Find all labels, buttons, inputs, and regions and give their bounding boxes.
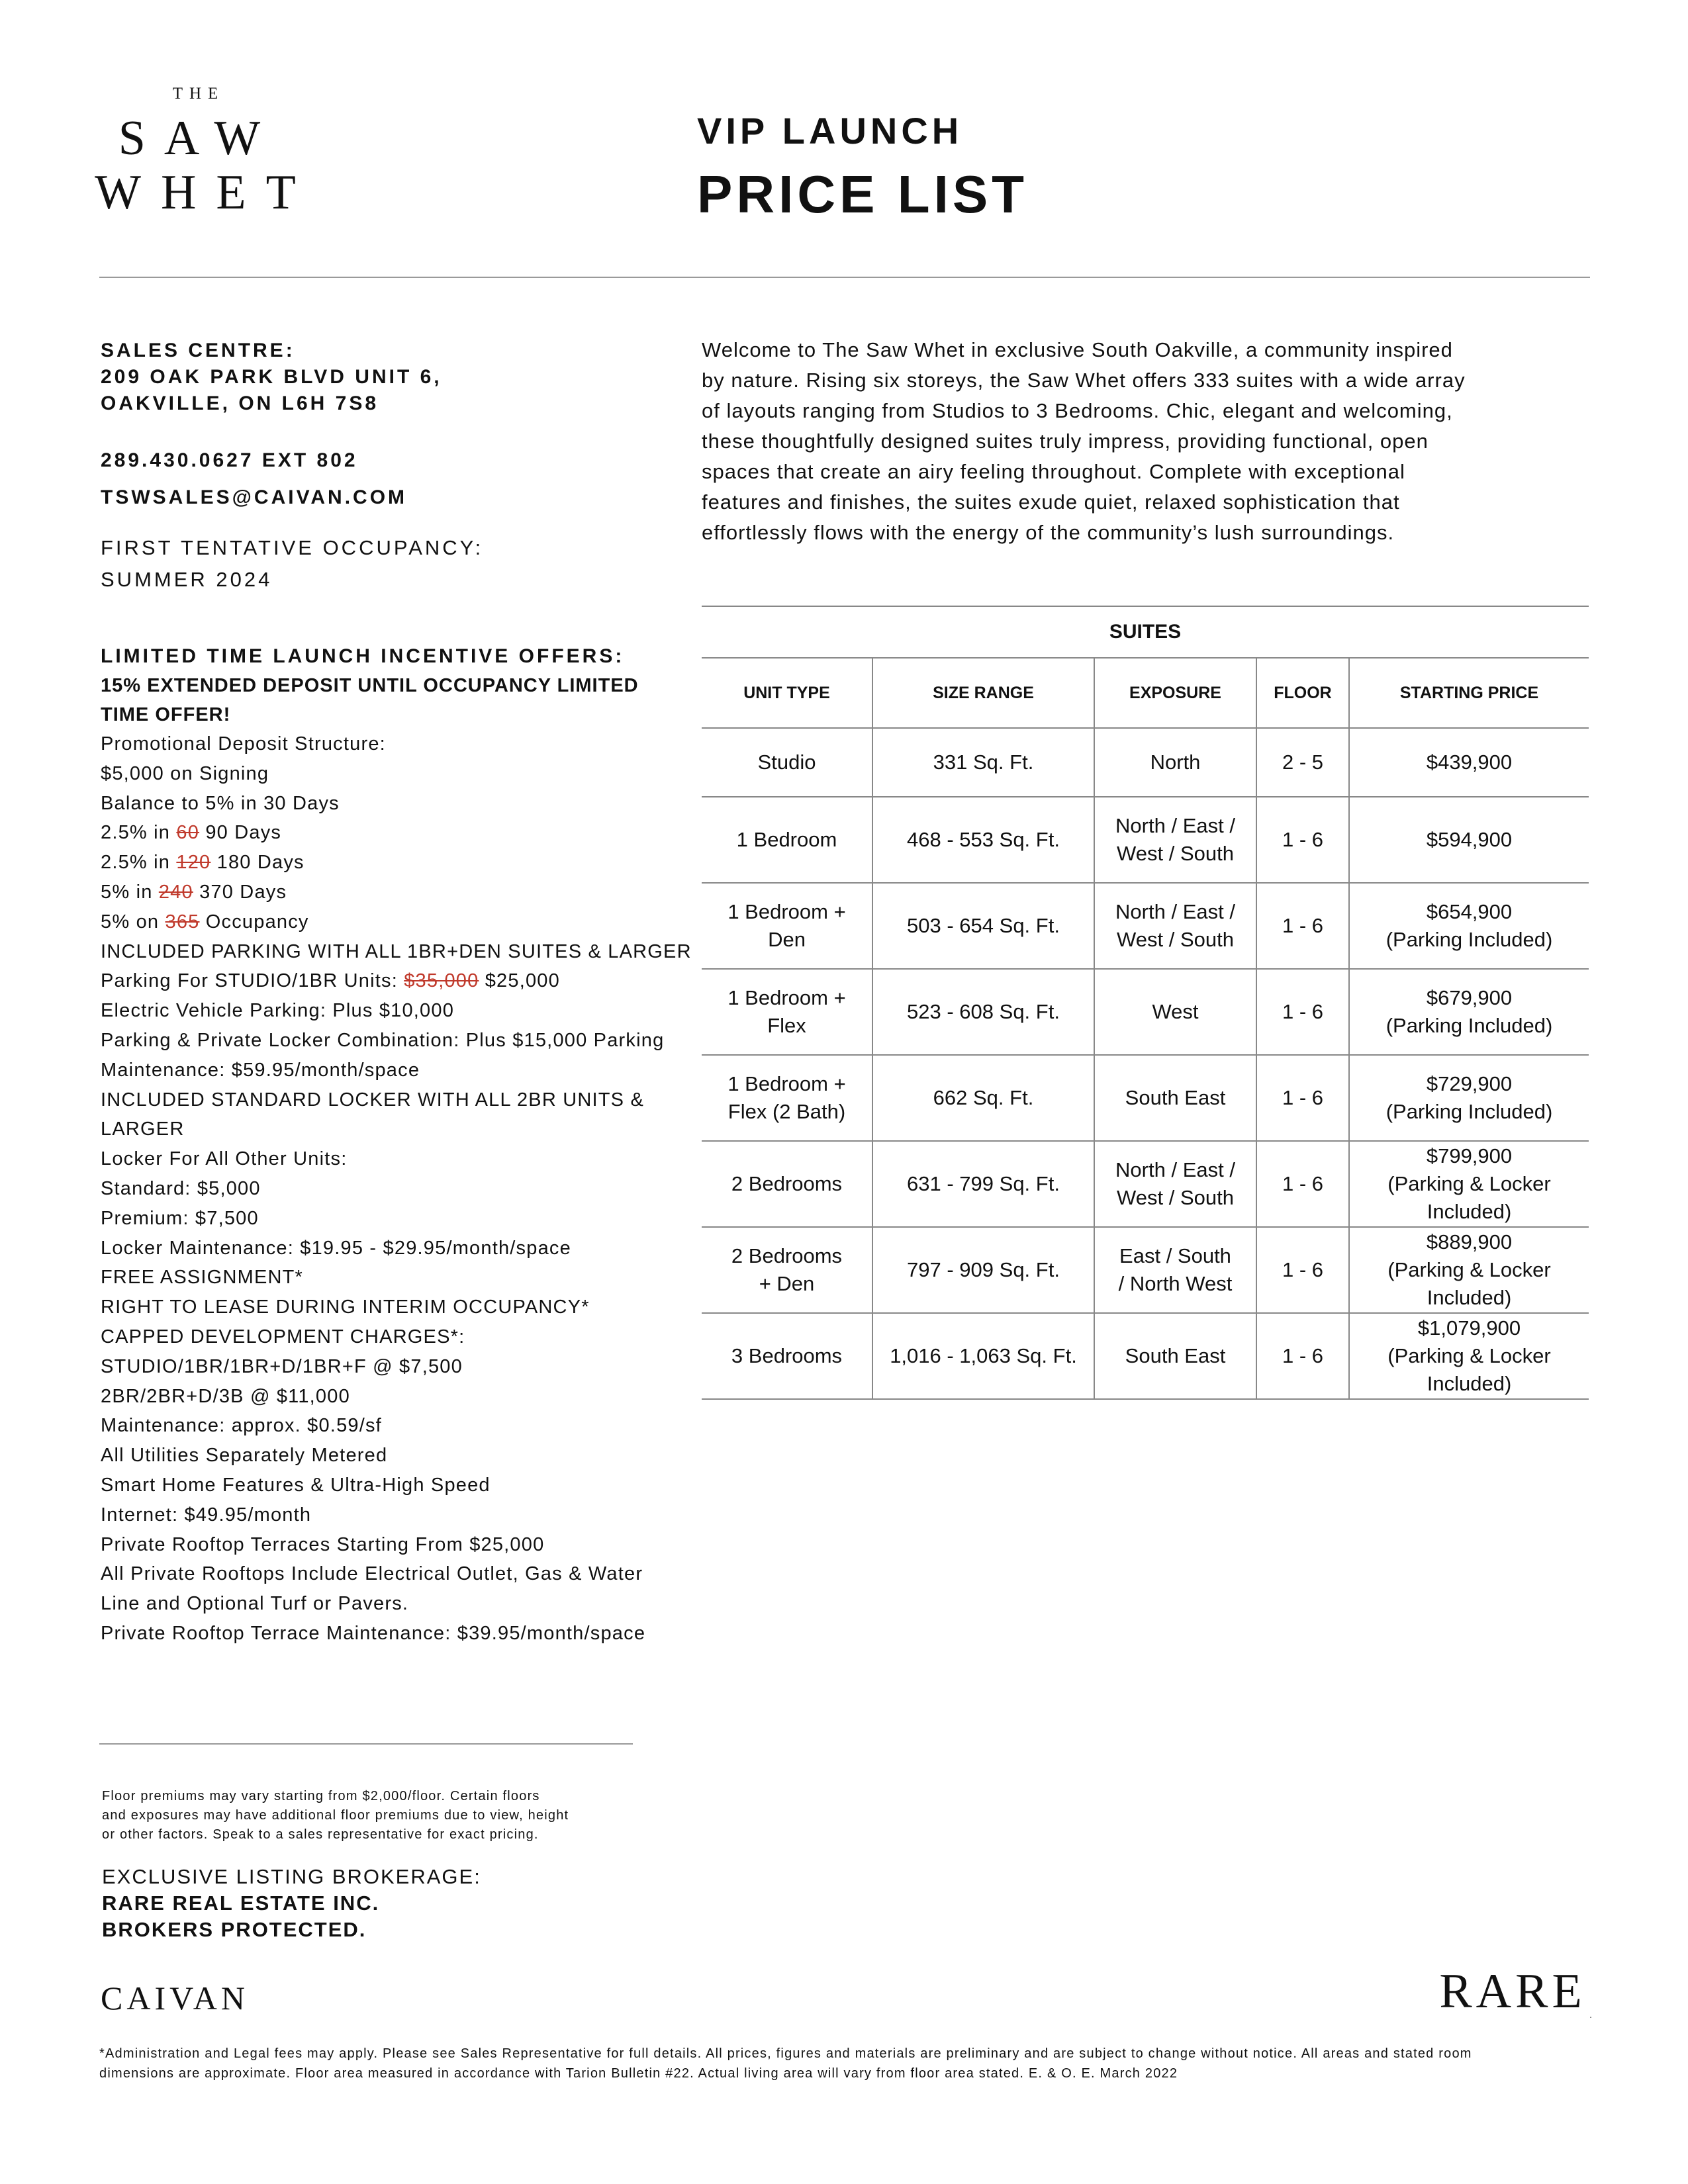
- contact-block: [101, 338, 696, 596]
- cell-exposure: South East: [1094, 1055, 1256, 1141]
- cell-price: $439,900: [1349, 728, 1589, 797]
- free-assignment: FREE ASSIGNMENT*: [101, 1267, 304, 1289]
- brokerage-name: RARE REAL ESTATE INC.: [102, 1891, 380, 1915]
- rooftop-price: Private Rooftop Terraces Starting From $25,000: [101, 1533, 545, 1555]
- deposit-balance: Balance to 5% in 30 Days: [101, 792, 340, 814]
- rooftop-maintenance: Private Rooftop Terrace Maintenance: $39.95/month/space: [101, 1622, 646, 1644]
- occupancy-value: SUMMER 2024: [101, 568, 273, 591]
- cell-floor: 1 - 6: [1256, 1227, 1349, 1313]
- cell-floor: 1 - 6: [1256, 1313, 1349, 1399]
- table-row: [702, 969, 1589, 1055]
- cell-size: 1,016 - 1,063 Sq. Ft.: [872, 1313, 1094, 1399]
- parking-price: Parking For STUDIO/1BR Units: $35,000 $25,000: [101, 970, 560, 992]
- cell-exposure: South East: [1094, 1313, 1256, 1399]
- rooftop-includes-2: Line and Optional Turf or Pavers.: [101, 1593, 409, 1615]
- offers-block: [101, 642, 763, 1649]
- struck-value: 60: [176, 822, 200, 844]
- cell-floor: 1 - 6: [1256, 797, 1349, 883]
- maintenance-fee: Maintenance: approx. $0.59/sf: [101, 1415, 382, 1437]
- struck-value: $35,000: [404, 970, 479, 992]
- note-line: Floor premiums may vary starting from $2,000/floor. Certain floors: [102, 1789, 540, 1803]
- cell-exposure: North: [1094, 728, 1256, 797]
- cell-unit-type: Studio: [702, 728, 872, 797]
- locker-premium: Premium: $7,500: [101, 1207, 259, 1229]
- legal-disclaimer: [99, 2044, 1589, 2083]
- intro-line: effortlessly flows with the energy of the community’s lush surroundings.: [702, 521, 1395, 544]
- locker-standard: Standard: $5,000: [101, 1177, 261, 1199]
- struck-value: 120: [176, 852, 211, 874]
- brokers-protected: BROKERS PROTECTED.: [102, 1918, 367, 1941]
- table-row: [702, 1141, 1589, 1227]
- smart-home-1: Smart Home Features & Ultra-High Speed: [101, 1474, 491, 1496]
- table-row: [702, 728, 1589, 797]
- cell-unit-type: 2 Bedrooms + Den: [702, 1227, 872, 1313]
- table-row: [702, 1227, 1589, 1313]
- cell-floor: 1 - 6: [1256, 969, 1349, 1055]
- logo-the: THE: [172, 85, 225, 103]
- floor-premium-note: [102, 1787, 645, 1844]
- capped-charges-2: 2BR/2BR+D/3B @ $11,000: [101, 1385, 350, 1407]
- cell-unit-type: 3 Bedrooms: [702, 1313, 872, 1399]
- intro-line: these thoughtfully designed suites truly impress, providing functional, open: [702, 430, 1429, 453]
- suites-table: [702, 606, 1589, 1400]
- cell-price: $594,900: [1349, 797, 1589, 883]
- disclaimer-line: *Administration and Legal fees may apply. Please see Sales Representative for full details. All prices, figures and materials are preliminary and are subject to change without notice. All areas and stated room: [99, 2046, 1472, 2061]
- struck-value: 240: [158, 881, 193, 903]
- deposit-signing: $5,000 on Signing: [101, 762, 269, 784]
- rooftop-includes-1: All Private Rooftops Include Electrical Outlet, Gas & Water: [101, 1563, 643, 1585]
- col-header-unit-type: UNIT TYPE: [702, 658, 872, 728]
- occupancy-label: FIRST TENTATIVE OCCUPANCY:: [101, 536, 484, 559]
- cell-price: $799,900 (Parking & Locker Included): [1349, 1141, 1589, 1227]
- locker-included-2: LARGER: [101, 1118, 185, 1140]
- capped-charges-1: STUDIO/1BR/1BR+D/1BR+F @ $7,500: [101, 1355, 463, 1377]
- locker-included-1: INCLUDED STANDARD LOCKER WITH ALL 2BR UNITS &: [101, 1089, 645, 1111]
- rare-logo-mark: ▪: [1589, 2016, 1592, 2020]
- deposit-label: Promotional Deposit Structure:: [101, 733, 386, 754]
- cell-size: 523 - 608 Sq. Ft.: [872, 969, 1094, 1055]
- cell-size: 331 Sq. Ft.: [872, 728, 1094, 797]
- cell-floor: 1 - 6: [1256, 883, 1349, 969]
- col-header-starting-price: STARTING PRICE: [1349, 658, 1589, 728]
- address-line-1: 209 OAK PARK BLVD UNIT 6,: [101, 366, 442, 388]
- intro-line: by nature. Rising six storeys, the Saw Whet offers 333 suites with a wide array: [702, 369, 1466, 392]
- table-row: [702, 883, 1589, 969]
- combo-line-2: Maintenance: $59.95/month/space: [101, 1059, 420, 1081]
- cell-unit-type: 1 Bedroom + Den: [702, 883, 872, 969]
- caivan-logo: CAIVAN: [101, 1979, 249, 2017]
- locker-maintenance: Locker Maintenance: $19.95 - $29.95/month/space: [101, 1237, 571, 1259]
- intro-line: spaces that create an airy feeling throughout. Complete with exceptional: [702, 460, 1405, 483]
- cell-size: 662 Sq. Ft.: [872, 1055, 1094, 1141]
- cell-unit-type: 2 Bedrooms: [702, 1141, 872, 1227]
- cell-exposure: North / East / West / South: [1094, 883, 1256, 969]
- header-divider: [99, 277, 1590, 278]
- deposit-step-3: 5% in 240 370 Days: [101, 881, 287, 903]
- phone-line: [101, 447, 696, 474]
- struck-value: 365: [165, 911, 200, 933]
- parking-included: INCLUDED PARKING WITH ALL 1BR+DEN SUITES & LARGER: [101, 940, 692, 962]
- cell-unit-type: 1 Bedroom: [702, 797, 872, 883]
- ev-parking: Electric Vehicle Parking: Plus $10,000: [101, 1000, 455, 1022]
- col-header-floor: FLOOR: [1256, 658, 1349, 728]
- cell-size: 468 - 553 Sq. Ft.: [872, 797, 1094, 883]
- col-header-size-range: SIZE RANGE: [872, 658, 1094, 728]
- cell-size: 797 - 909 Sq. Ft.: [872, 1227, 1094, 1313]
- table-row: [702, 1055, 1589, 1141]
- cell-exposure: East / South / North West: [1094, 1227, 1256, 1313]
- cell-size: 631 - 799 Sq. Ft.: [872, 1141, 1094, 1227]
- address-line-2: OAKVILLE, ON L6H 7S8: [101, 392, 379, 414]
- smart-home-2: Internet: $49.95/month: [101, 1504, 312, 1525]
- page-title: PRICE LIST: [697, 165, 1029, 224]
- email-link[interactable]: TSWSALES@CAIVAN.COM: [101, 486, 408, 508]
- brokerage-block: [102, 1864, 481, 1943]
- cell-floor: 2 - 5: [1256, 728, 1349, 797]
- table-row: [702, 1313, 1589, 1399]
- sales-centre-label: SALES CENTRE:: [101, 340, 295, 361]
- locker-other: Locker For All Other Units:: [101, 1148, 348, 1170]
- offers-bold-1: 15% EXTENDED DEPOSIT UNTIL OCCUPANCY LIMITED: [101, 675, 639, 696]
- cell-exposure: North / East / West / South: [1094, 797, 1256, 883]
- table-row: [702, 797, 1589, 883]
- cell-price: $679,900 (Parking Included): [1349, 969, 1589, 1055]
- cell-exposure: West: [1094, 969, 1256, 1055]
- deposit-step-1: 2.5% in 60 90 Days: [101, 822, 282, 844]
- cell-exposure: North / East / West / South: [1094, 1141, 1256, 1227]
- intro-line: Welcome to The Saw Whet in exclusive South Oakville, a community inspired: [702, 338, 1453, 361]
- cell-unit-type: 1 Bedroom + Flex (2 Bath): [702, 1055, 872, 1141]
- cell-floor: 1 - 6: [1256, 1141, 1349, 1227]
- intro-paragraph: [702, 335, 1523, 548]
- brokerage-label: EXCLUSIVE LISTING BROKERAGE:: [102, 1865, 481, 1888]
- deposit-step-4: 5% on 365 Occupancy: [101, 911, 309, 933]
- table-caption: SUITES: [702, 606, 1589, 658]
- offers-bold-2: TIME OFFER!: [101, 704, 231, 725]
- rare-logo: RARE: [1439, 1964, 1586, 2019]
- right-to-lease: RIGHT TO LEASE DURING INTERIM OCCUPANCY*: [101, 1297, 590, 1318]
- utilities: All Utilities Separately Metered: [101, 1445, 388, 1467]
- cell-unit-type: 1 Bedroom + Flex: [702, 969, 872, 1055]
- cell-price: $729,900 (Parking Included): [1349, 1055, 1589, 1141]
- logo-saw: SAW: [118, 111, 279, 165]
- cell-floor: 1 - 6: [1256, 1055, 1349, 1141]
- phone-number: 289.430.0627: [101, 449, 254, 471]
- capped-charges: CAPPED DEVELOPMENT CHARGES*:: [101, 1326, 465, 1347]
- logo-whet: WHET: [95, 165, 316, 220]
- note-line: and exposures may have additional floor premiums due to view, height: [102, 1808, 569, 1823]
- intro-line: of layouts ranging from Studios to 3 Bedrooms. Chic, elegant and welcoming,: [702, 399, 1453, 422]
- cell-price: $1,079,900 (Parking & Locker Included): [1349, 1313, 1589, 1399]
- offers-heading: LIMITED TIME LAUNCH INCENTIVE OFFERS:: [101, 645, 625, 667]
- cell-price: $889,900 (Parking & Locker Included): [1349, 1227, 1589, 1313]
- disclaimer-line: dimensions are approximate. Floor area measured in accordance with Tarion Bulletin #22. Actual living area will vary from floor area stated. E. & O. E. March 2022: [99, 2066, 1178, 2081]
- cell-size: 503 - 654 Sq. Ft.: [872, 883, 1094, 969]
- col-header-exposure: EXPOSURE: [1094, 658, 1256, 728]
- cell-price: $654,900 (Parking Included): [1349, 883, 1589, 969]
- phone-ext: EXT 802: [261, 449, 358, 471]
- deposit-step-2: 2.5% in 120 180 Days: [101, 852, 305, 874]
- combo-line-1: Parking & Private Locker Combination: Plus $15,000 Parking: [101, 1029, 665, 1051]
- intro-line: features and finishes, the suites exude quiet, relaxed sophistication that: [702, 490, 1400, 514]
- offers-list: [101, 729, 763, 1649]
- footer-divider: [99, 1743, 633, 1745]
- page-subtitle: VIP LAUNCH: [697, 110, 963, 152]
- note-line: or other factors. Speak to a sales representative for exact pricing.: [102, 1827, 539, 1842]
